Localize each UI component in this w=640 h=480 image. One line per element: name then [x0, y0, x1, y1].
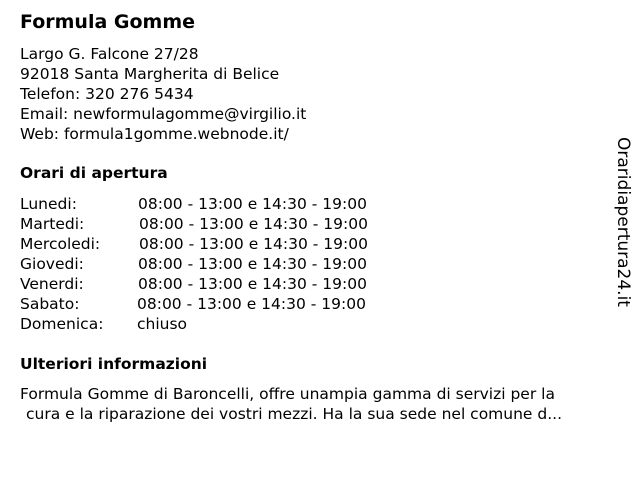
additional-info-heading: Ulteriori informazioni — [20, 355, 208, 373]
business-description — [20, 384, 632, 424]
address-city: 92018 Santa Margherita di Belice — [20, 65, 280, 83]
business-name: Formula Gomme — [20, 11, 196, 33]
website: Web: formula1gomme.webnode.it/ — [20, 125, 289, 143]
day-label: Martedi: — [20, 215, 85, 233]
phone-number: Telefon: 320 276 5434 — [20, 85, 194, 103]
day-label: Venerdi: — [20, 275, 84, 293]
day-hours: 08:00 - 13:00 e 14:30 - 19:00 — [138, 195, 367, 213]
description-line: Formula Gomme di Baroncelli, offre unampia gamma di servizi per la — [20, 385, 555, 403]
day-label: Sabato: — [20, 295, 80, 313]
email-address: Email: newformulagomme@virgilio.it — [20, 105, 307, 123]
description-line: cura e la riparazione dei vostri mezzi. Ha la sua sede nel comune d... — [26, 405, 563, 423]
day-hours: 08:00 - 13:00 e 14:30 - 19:00 — [137, 295, 366, 313]
opening-hours-heading: Orari di apertura — [20, 164, 168, 182]
day-hours: 08:00 - 13:00 e 14:30 - 19:00 — [138, 255, 367, 273]
day-hours: 08:00 - 13:00 e 14:30 - 19:00 — [139, 235, 368, 253]
contact-details — [20, 44, 306, 144]
site-watermark: Oraridiapertura24.it — [613, 137, 633, 307]
day-label: Lunedi: — [20, 195, 77, 213]
day-label: Giovedi: — [20, 255, 84, 273]
day-hours: chiuso — [137, 315, 188, 333]
day-label: Domenica: — [20, 315, 104, 333]
day-hours: 08:00 - 13:00 e 14:30 - 19:00 — [138, 275, 367, 293]
address-street: Largo G. Falcone 27/28 — [20, 45, 199, 63]
day-hours: 08:00 - 13:00 e 14:30 - 19:00 — [139, 215, 368, 233]
day-label: Mercoledi: — [20, 235, 101, 253]
